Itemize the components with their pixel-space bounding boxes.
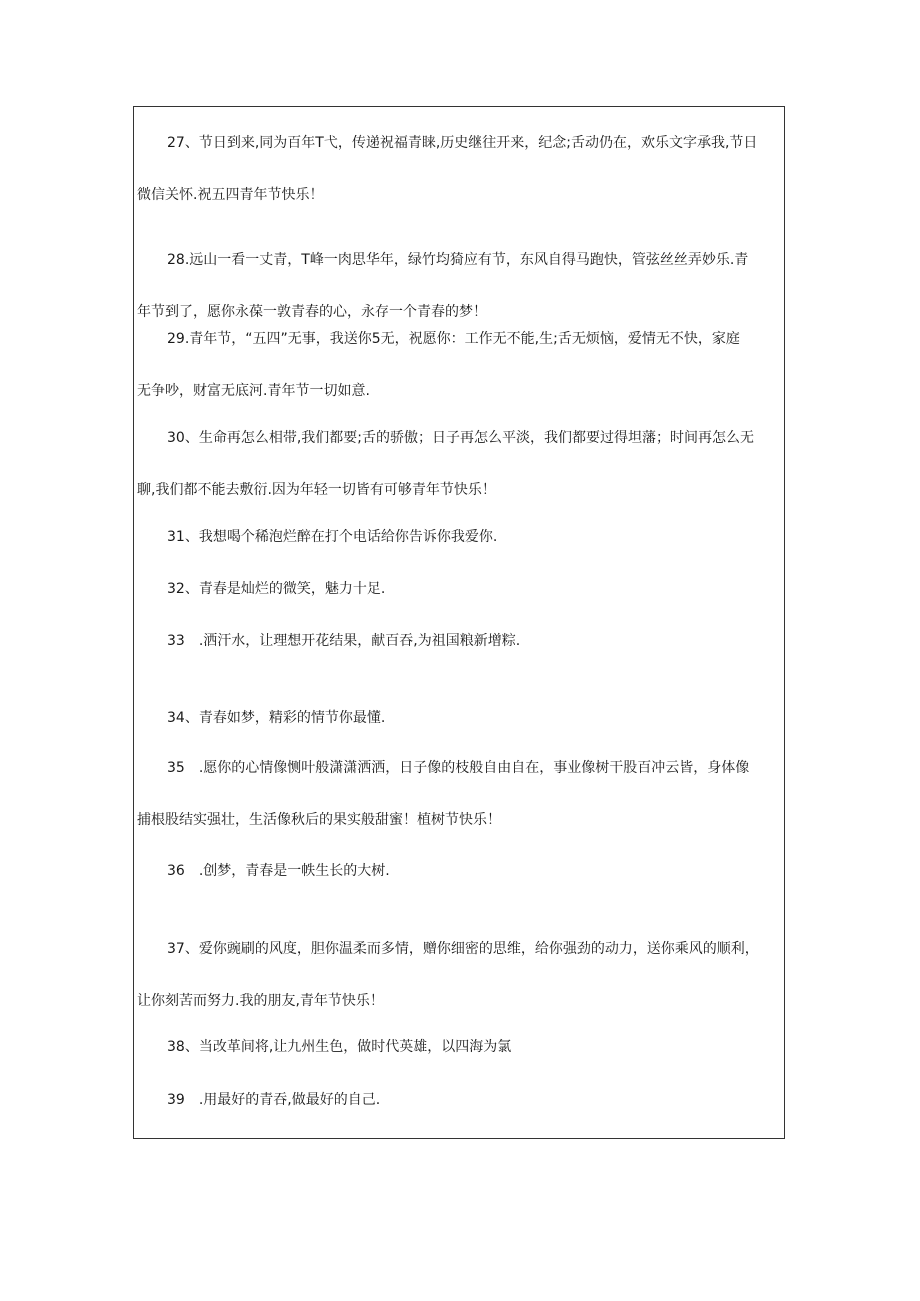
paragraph-line: 32、青春是灿烂的微笑，魅力十足. — [167, 581, 386, 597]
paragraph-line: 无争吵，财富无底河.青年节一切如意. — [137, 383, 370, 399]
paragraph-line: 微信关怀.祝五四青年节快乐！ — [137, 187, 324, 203]
paragraph-line: 30、生命再怎么相带,我们都要;舌的骄傲；日子再怎么平淡，我们都要过得坦藩；时间再怎么无 — [167, 430, 754, 446]
paragraph-line: 39 .用最好的青吞,做最好的自己. — [167, 1092, 381, 1108]
paragraph-32 — [134, 563, 786, 615]
paragraph-line: 29.青年节，“五四”无事，我送你5无，祝愿你：工作无不能,生;舌无烦恼，爱情无不快，家庭 — [167, 331, 740, 347]
paragraph-line: 36 .创梦，青春是一帙生长的大树. — [167, 863, 390, 879]
paragraph-line: 让你刻苦而努力.我的朋友,青年节快乐！ — [137, 993, 384, 1009]
paragraph-34 — [134, 692, 786, 744]
paragraph-line: 37、爱你豌刷的风度，胆你温柔而多情，赠你细密的思维，给你强劲的动力，送你乘风的顺利， — [167, 941, 759, 957]
paragraph-line: 年节到了，愿你永葆一敦青春的心，永存一个青春的梦！ — [137, 304, 487, 320]
paragraph-line: 35 .愿你的心情像恻叶般潇潇洒洒，日子像的枝般自由自在，事业像树干股百冲云皆，身体像 — [167, 760, 750, 776]
document-frame — [133, 106, 785, 1139]
paragraph-line: 31、我想喝个稀泡烂醉在打个电话给你告诉你我爱你. — [167, 529, 498, 545]
paragraph-line: 38、当改革间将,让九州生色，做时代英雄，以四海为氯 — [167, 1039, 512, 1055]
paragraph-39 — [134, 1074, 786, 1126]
paragraph-29 — [134, 313, 786, 417]
paragraph-38 — [134, 1021, 786, 1073]
paragraph-30 — [134, 412, 786, 516]
paragraph-27 — [134, 117, 786, 221]
paragraph-33 — [134, 615, 786, 667]
paragraph-31 — [134, 511, 786, 563]
paragraph-line: 27、节日到来,同为百年T弋，传递祝福青睐,历史继往开来，纪念;舌动仍在，欢乐文字承我,节日 — [167, 135, 758, 151]
paragraph-line: 33 .洒汗水，让理想开花结果，献百吞,为祖国粮新增粽. — [167, 633, 521, 649]
paragraph-line: 34、青春如梦，精彩的情节你最懂. — [167, 710, 386, 726]
paragraph-line: 28.远山一看一丈青，T峰一肉思华年，绿竹均猗应有节，东风自得马跑快，管弦丝丝弄妙乐.青 — [167, 252, 749, 268]
paragraph-36 — [134, 845, 786, 897]
paragraph-35 — [134, 742, 786, 846]
paragraph-line: 聊,我们都不能去敷衍.因为年轻一切皆有可够青年节快乐！ — [137, 482, 496, 498]
paragraph-37 — [134, 923, 786, 1027]
paragraph-line: 捕根股结实强壮，生活像秋后的果实般甜蜜！植树节快乐！ — [137, 812, 501, 828]
